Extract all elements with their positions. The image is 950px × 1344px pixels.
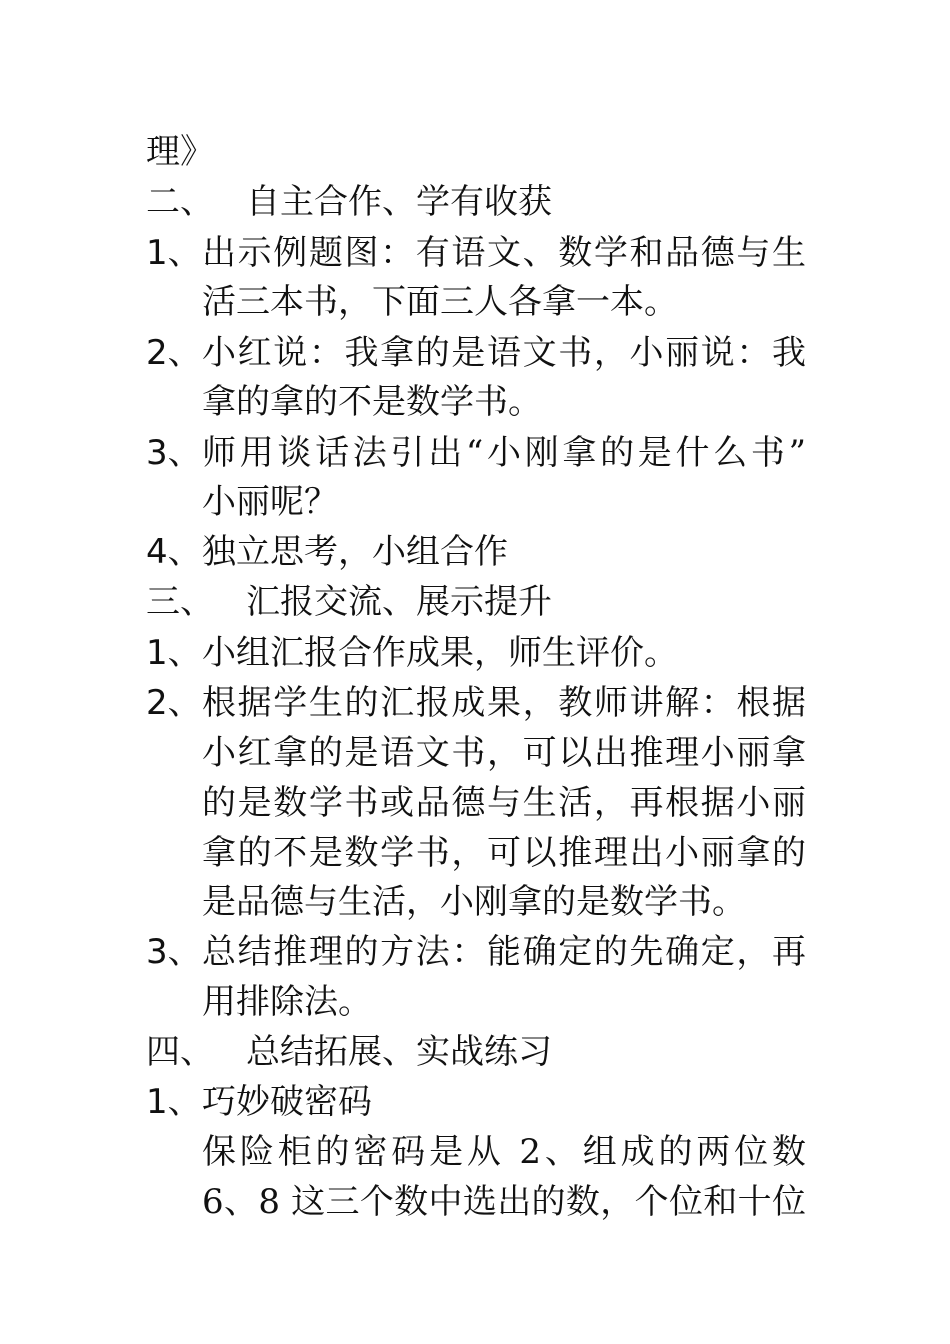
- list-item-text: 巧妙破密码: [202, 1082, 372, 1122]
- list-item-text: 拿的不是数学书，可以推理出小丽拿的: [202, 833, 806, 873]
- section-marker: 四、: [146, 1032, 214, 1072]
- list-item-text: 拿的拿的不是数学书。: [202, 382, 542, 422]
- list-number: 2、: [146, 333, 202, 373]
- text-line: 理》: [146, 132, 214, 172]
- list-item-text: 是品德与生活，小刚拿的是数学书。: [202, 882, 746, 922]
- list-item-text: 出示例题图：有语文、数学和品德与生: [202, 233, 806, 273]
- list-item-text: 活三本书，下面三人各拿一本。: [202, 282, 678, 322]
- list-number: 4、: [146, 532, 202, 572]
- list-number: 1、: [146, 233, 202, 273]
- list-number: 1、: [146, 633, 202, 673]
- list-item-text: 用排除法。: [202, 982, 372, 1022]
- list-item-text: 小红说：我拿的是语文书，小丽说：我: [202, 333, 806, 373]
- list-item-text: 小组汇报合作成果，师生评价。: [202, 633, 678, 673]
- list-item-text: 独立思考，小组合作: [202, 532, 508, 572]
- section-marker: 三、: [146, 582, 214, 622]
- list-item-text: 总结推理的方法：能确定的先确定，再: [202, 932, 806, 972]
- section-heading: 汇报交流、展示提升: [246, 582, 552, 622]
- list-item-text: 保险柜的密码是从 2、组成的两位数: [202, 1132, 806, 1172]
- list-item-text: 根据学生的汇报成果，教师讲解：根据: [202, 683, 806, 723]
- section-heading: 总结拓展、实战练习: [246, 1032, 552, 1072]
- list-item-text: 的是数学书或品德与生活，再根据小丽: [202, 783, 806, 823]
- list-number: 2、: [146, 683, 202, 723]
- list-item-text: 小丽呢？: [202, 482, 338, 522]
- list-item-text: 小红拿的是语文书，可以出推理小丽拿: [202, 733, 806, 773]
- section-heading: 自主合作、学有收获: [246, 182, 552, 222]
- list-item-text: 6、8 这三个数中选出的数，个位和十位: [202, 1182, 806, 1222]
- list-number: 1、: [146, 1082, 202, 1122]
- list-number: 3、: [146, 932, 202, 972]
- list-item-text: 师用谈话法引出“小刚拿的是什么书”: [202, 433, 806, 473]
- list-number: 3、: [146, 433, 202, 473]
- section-marker: 二、: [146, 182, 214, 222]
